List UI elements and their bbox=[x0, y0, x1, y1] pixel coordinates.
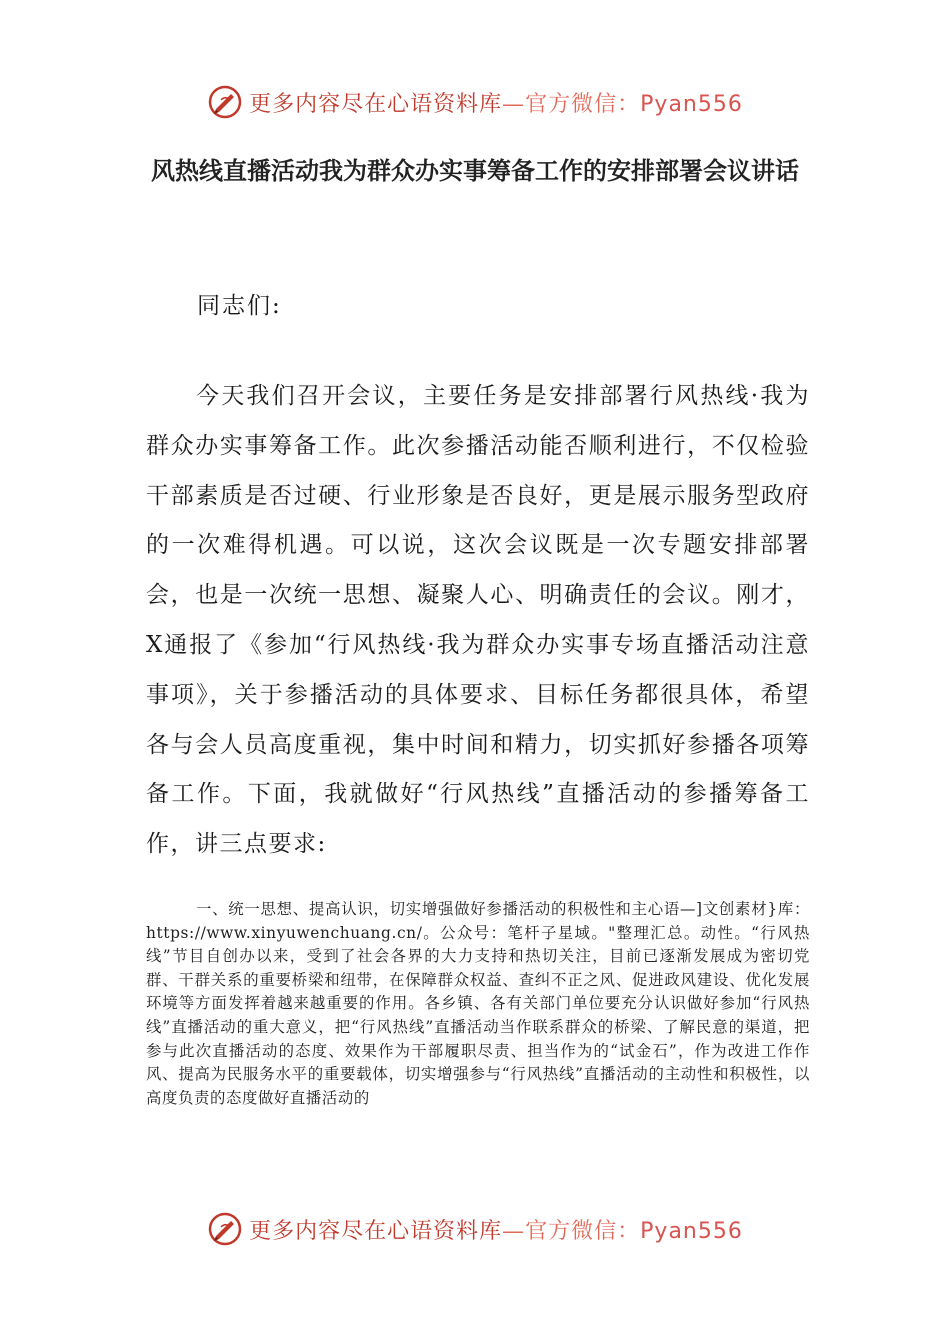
watermark-main: 更多内容尽在心语资料库 bbox=[249, 1218, 503, 1244]
watermark-text bbox=[249, 87, 743, 118]
watermark-text bbox=[249, 1214, 743, 1245]
watermark-id: Pyan556 bbox=[640, 1218, 743, 1244]
body-paragraph-1: 今天我们召开会议，主要任务是安排部署行风热线·我为群众办实事筹备工作。此次参播活动能否顺利进行，不仅检验干部素质是否过硬、行业形象是否良好，更是展示服务型政府的一次难得机遇。可以说，这次会议既是一次专题安排部署会，也是一次统一思想、凝聚人心、明确责任的会议。刚才，X通报了《参加“行风热线·我为群众办实事专场直播活动注意事项》，关于参播活动的具体要求、目标任务都很具体，希望各与会人员高度重视，集中时间和精力，切实抓好参播各项筹备工作。下面，我就做好“行风热线”直播活动的参播筹备工作，讲三点要求: bbox=[146, 383, 810, 858]
pen-circle-logo-icon bbox=[207, 1211, 243, 1247]
watermark-banner-top bbox=[0, 80, 950, 124]
greeting: 同志们: bbox=[197, 293, 282, 319]
watermark-banner-bottom bbox=[0, 1207, 950, 1251]
watermark-rest: —官方微信： bbox=[502, 91, 641, 117]
watermark-rest: —官方微信： bbox=[502, 1218, 641, 1244]
document-title: 风热线直播活动我为群众办实事筹备工作的安排部署会议讲话 bbox=[151, 157, 799, 185]
body-paragraph-2: 一、统一思想、提高认识，切实增强做好参播活动的积极性和主心语—]文创素材}库：https://www.xinyuwenchuang.cn/。公众号：笔杆子星域。"整理汇总。动性。“行风热线”节目自创办以来，受到了社会各界的大力支持和热切关注，目前已逐渐发展成为密切党群、干群关系的重要桥梁和纽带，在保障群众权益、查纠不正之风、促进政风建设、优化发展环境等方面发挥着越来越重要的作用。各乡镇、各有关部门单位要充分认识做好参加“行风热线”直播活动的重大意义，把“行风热线”直播活动当作联系群众的桥梁、了解民意的渠道，把参与此次直播活动的态度、效果作为干部履职尽责、担当作为的“试金石”，作为改进工作作风、提高为民服务水平的重要载体，切实增强参与“行风热线”直播活动的主动性和积极性，以高度负责的态度做好直播活动的 bbox=[146, 900, 810, 1107]
watermark-main: 更多内容尽在心语资料库 bbox=[249, 91, 503, 117]
watermark-id: Pyan556 bbox=[640, 91, 743, 117]
pen-circle-logo-icon bbox=[207, 84, 243, 120]
